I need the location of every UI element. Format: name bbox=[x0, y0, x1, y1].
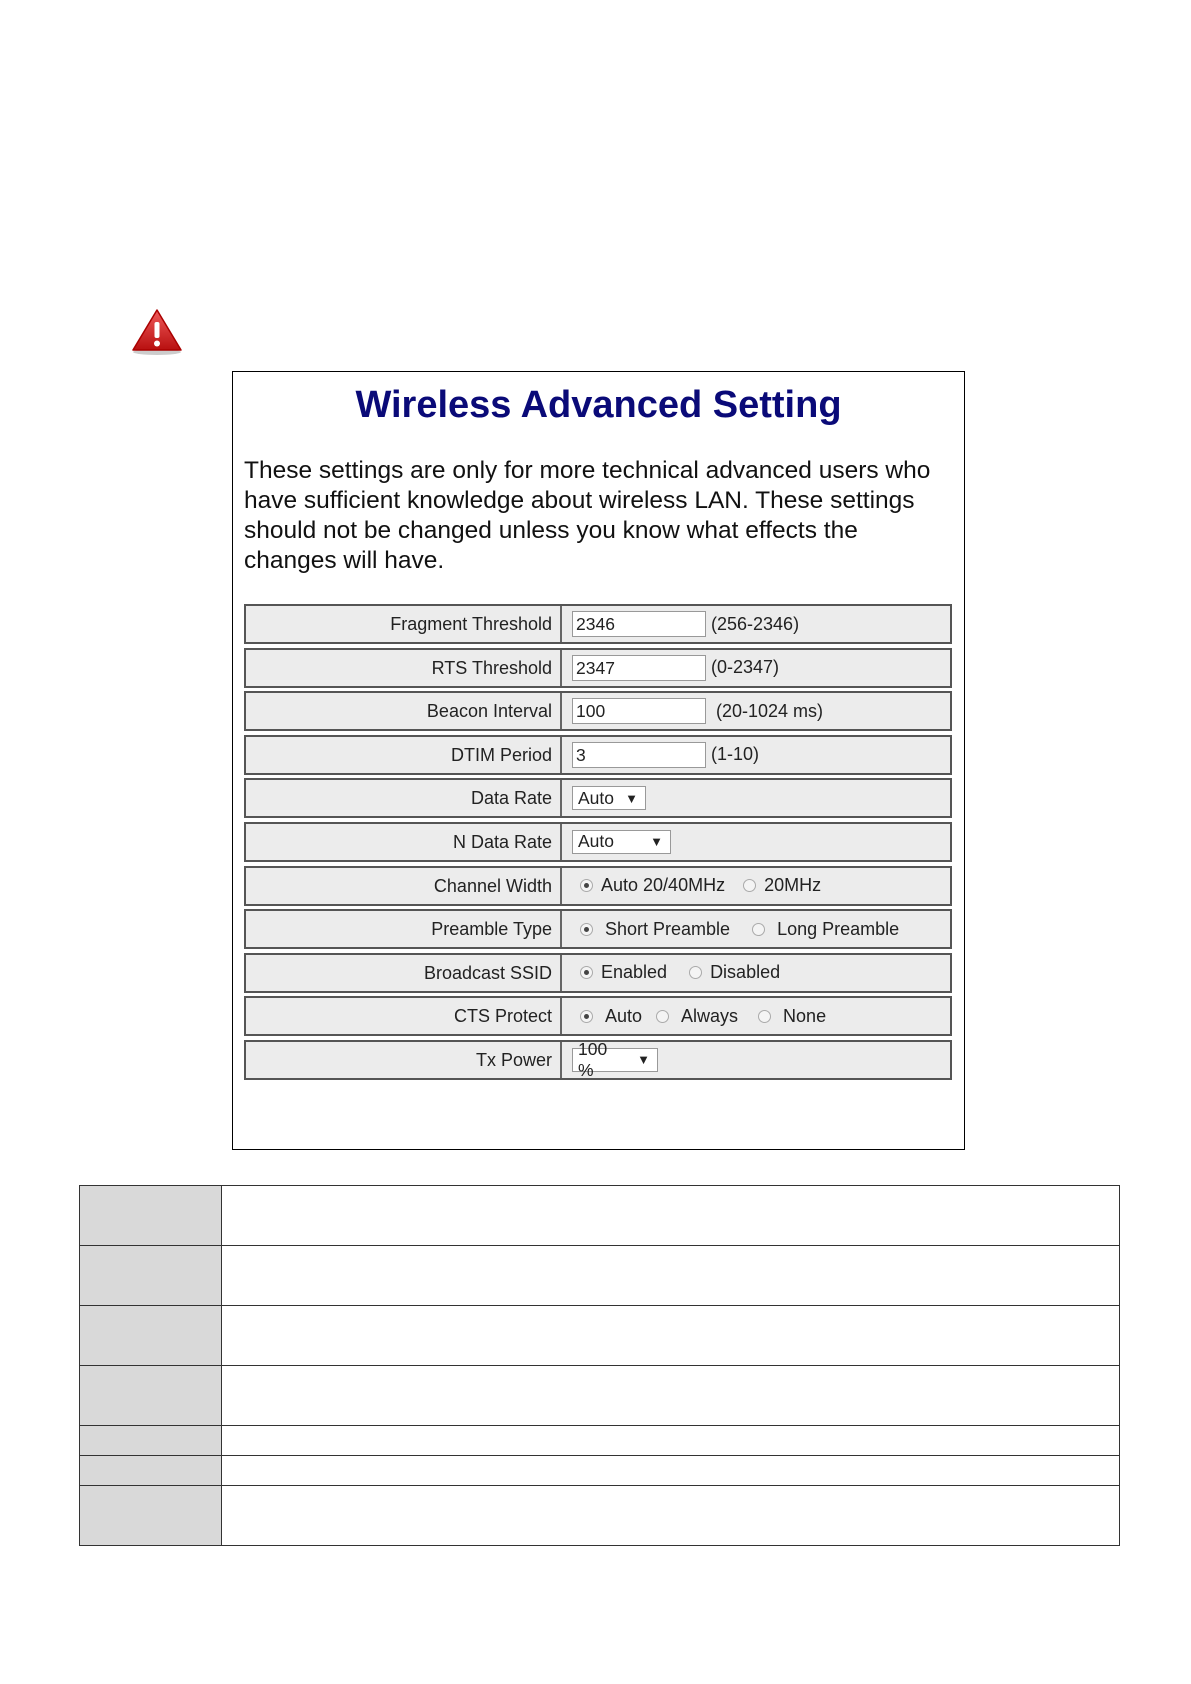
beacon-interval-row bbox=[244, 691, 952, 731]
beacon-interval-input[interactable]: 100 bbox=[572, 698, 706, 724]
table-value-cell bbox=[222, 1426, 1120, 1456]
wireless-advanced-setting-panel bbox=[232, 371, 965, 1150]
table-row bbox=[80, 1426, 1120, 1456]
table-value-cell bbox=[222, 1246, 1120, 1306]
dropdown-arrow-icon: ▼ bbox=[650, 834, 663, 850]
data-rate-label: Data Rate bbox=[246, 780, 562, 816]
broadcast-ssid-disabled-label: Disabled bbox=[710, 962, 781, 983]
channel-width-label: Channel Width bbox=[246, 868, 562, 904]
broadcast-ssid-row bbox=[244, 953, 952, 993]
panel-title: Wireless Advanced Setting bbox=[355, 384, 842, 426]
table-row bbox=[80, 1486, 1120, 1546]
data-rate-row bbox=[244, 778, 952, 818]
description-table bbox=[79, 1185, 1120, 1546]
channel-width-20mhz-label: 20MHz bbox=[764, 875, 822, 896]
fragment-threshold-range: (256-2346) bbox=[711, 613, 800, 634]
channel-width-auto-radio[interactable] bbox=[580, 879, 593, 892]
broadcast-ssid-label: Broadcast SSID bbox=[246, 955, 562, 991]
fragment-threshold-label: Fragment Threshold bbox=[246, 606, 562, 642]
settings-table bbox=[244, 604, 952, 1084]
cts-protect-none-radio[interactable] bbox=[758, 1010, 771, 1023]
beacon-interval-label: Beacon Interval bbox=[246, 693, 562, 729]
dtim-period-input[interactable]: 3 bbox=[572, 742, 706, 768]
preamble-short-label: Short Preamble bbox=[605, 918, 731, 939]
broadcast-ssid-enabled-radio[interactable] bbox=[580, 966, 593, 979]
table-key-cell bbox=[80, 1306, 222, 1366]
preamble-short-radio[interactable] bbox=[580, 923, 593, 936]
cts-protect-none-label: None bbox=[783, 1005, 827, 1026]
n-data-rate-row bbox=[244, 822, 952, 862]
table-row bbox=[80, 1306, 1120, 1366]
preamble-long-label: Long Preamble bbox=[777, 918, 900, 939]
tx-power-label: Tx Power bbox=[246, 1042, 562, 1078]
dtim-period-label: DTIM Period bbox=[246, 737, 562, 773]
fragment-threshold-input[interactable]: 2346 bbox=[572, 611, 706, 637]
cts-protect-row bbox=[244, 996, 952, 1036]
cts-protect-always-radio[interactable] bbox=[656, 1010, 669, 1023]
dtim-period-range: (1-10) bbox=[711, 744, 760, 765]
beacon-interval-range: (20-1024 ms) bbox=[716, 700, 824, 721]
tx-power-row bbox=[244, 1040, 952, 1080]
table-value-cell bbox=[222, 1486, 1120, 1546]
rts-threshold-input[interactable]: 2347 bbox=[572, 655, 706, 681]
dropdown-arrow-icon: ▼ bbox=[625, 790, 638, 806]
tx-power-select[interactable] bbox=[572, 1038, 658, 1080]
fragment-threshold-row bbox=[244, 604, 952, 644]
broadcast-ssid-enabled-label: Enabled bbox=[601, 962, 668, 983]
rts-threshold-range: (0-2347) bbox=[711, 657, 780, 678]
preamble-type-row bbox=[244, 909, 952, 949]
data-rate-selected: Auto bbox=[578, 787, 614, 808]
dropdown-arrow-icon: ▼ bbox=[637, 1052, 650, 1068]
panel-description: These settings are only for more technical advanced users who have sufficient knowledge about wireless LAN. These settings should not be changed unless you know what effects the changes will have. bbox=[244, 457, 931, 574]
tx-power-selected: 100 % bbox=[578, 1038, 608, 1080]
table-value-cell bbox=[222, 1366, 1120, 1426]
dtim-period-row bbox=[244, 735, 952, 775]
table-row bbox=[80, 1186, 1120, 1246]
table-value-cell bbox=[222, 1456, 1120, 1486]
rts-threshold-label: RTS Threshold bbox=[246, 650, 562, 686]
channel-width-auto-label: Auto 20/40MHz bbox=[601, 875, 726, 896]
preamble-long-radio[interactable] bbox=[752, 923, 765, 936]
table-key-cell bbox=[80, 1186, 222, 1246]
warning-triangle-icon bbox=[131, 308, 183, 356]
table-row bbox=[80, 1456, 1120, 1486]
cts-protect-label: CTS Protect bbox=[246, 998, 562, 1034]
rts-threshold-row bbox=[244, 648, 952, 688]
table-key-cell bbox=[80, 1366, 222, 1426]
cts-protect-always-label: Always bbox=[681, 1005, 739, 1026]
data-rate-select[interactable] bbox=[572, 786, 646, 810]
broadcast-ssid-disabled-radio[interactable] bbox=[689, 966, 702, 979]
table-value-cell bbox=[222, 1186, 1120, 1246]
table-key-cell bbox=[80, 1246, 222, 1306]
n-data-rate-selected: Auto bbox=[578, 831, 614, 852]
table-value-cell bbox=[222, 1306, 1120, 1366]
cts-protect-auto-label: Auto bbox=[605, 1005, 643, 1026]
table-key-cell bbox=[80, 1456, 222, 1486]
table-row bbox=[80, 1246, 1120, 1306]
preamble-type-label: Preamble Type bbox=[246, 911, 562, 947]
table-row bbox=[80, 1366, 1120, 1426]
n-data-rate-label: N Data Rate bbox=[246, 824, 562, 860]
table-key-cell bbox=[80, 1486, 222, 1546]
table-key-cell bbox=[80, 1426, 222, 1456]
n-data-rate-select[interactable] bbox=[572, 830, 671, 854]
cts-protect-auto-radio[interactable] bbox=[580, 1010, 593, 1023]
channel-width-row bbox=[244, 866, 952, 906]
channel-width-20mhz-radio[interactable] bbox=[743, 879, 756, 892]
